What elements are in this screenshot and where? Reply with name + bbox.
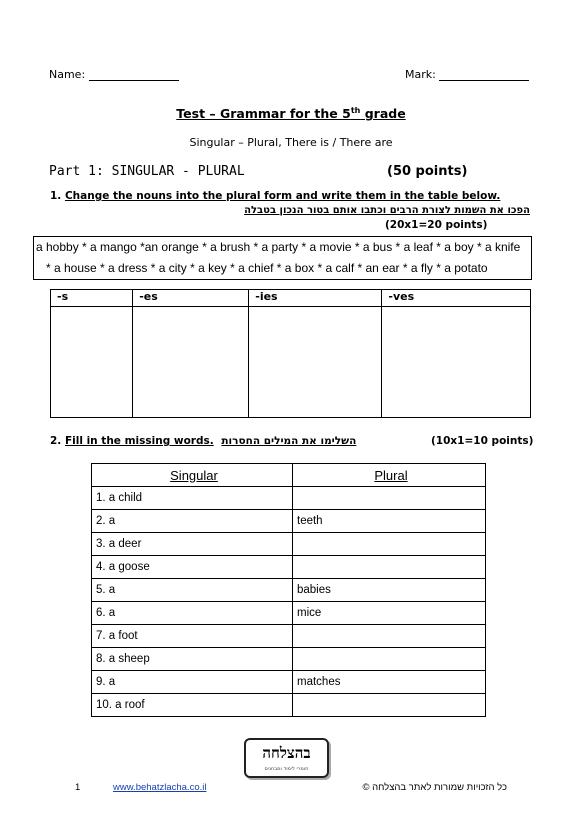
page-title xyxy=(0,106,582,121)
page-subtitle: Singular – Plural, There is / There are xyxy=(189,136,393,149)
plural-cell[interactable] xyxy=(293,648,486,671)
page-title-end: grade xyxy=(360,106,406,122)
plural-cell[interactable]: mice xyxy=(293,602,486,625)
column-header-es: -es xyxy=(133,290,249,307)
singular-cell[interactable]: 3. a deer xyxy=(92,533,293,556)
plural-endings-table xyxy=(50,289,531,418)
column-header-s: -s xyxy=(51,290,133,307)
answer-cell-es[interactable] xyxy=(133,307,249,418)
behatzlacha-logo xyxy=(244,738,329,778)
q1-instruction: Change the nouns into the plural form and write them in the table below. xyxy=(64,190,501,202)
table-row xyxy=(92,579,486,602)
singular-cell[interactable]: 9. a xyxy=(92,671,293,694)
q1-instruction-row xyxy=(50,190,500,202)
word-bank-line-1: a hobby * a mango *an orange * a brush * a party * a movie * a bus * a leaf * a boy * a knife xyxy=(36,240,521,254)
logo-tagline: חומרי לימוד ומבחנים xyxy=(264,766,309,772)
q1-points: (20x1=20 points) xyxy=(385,219,488,231)
plural-cell[interactable]: matches xyxy=(293,671,486,694)
singular-cell[interactable]: 7. a foot xyxy=(92,625,293,648)
singular-cell[interactable]: 2. a xyxy=(92,510,293,533)
table-row xyxy=(92,671,486,694)
mark-label: Mark: xyxy=(405,68,436,81)
name-blank-line xyxy=(89,69,179,81)
plural-cell[interactable] xyxy=(293,694,486,717)
singular-plural-table xyxy=(91,463,486,717)
mark-field[interactable] xyxy=(405,68,529,81)
page-title-text: Test – Grammar for the 5 xyxy=(176,106,351,122)
part1-points: (50 points) xyxy=(387,164,468,179)
page-number: 1 xyxy=(75,782,81,793)
singular-cell[interactable]: 1. a child xyxy=(92,487,293,510)
q2-instruction: Fill in the missing words. xyxy=(64,435,214,447)
plural-cell[interactable] xyxy=(293,533,486,556)
plural-cell[interactable]: babies xyxy=(293,579,486,602)
table-row xyxy=(92,625,486,648)
copyright-text: כל הזכויות שמורות לאתר בהצלחה © xyxy=(362,782,507,793)
q1-number: 1. xyxy=(50,190,62,202)
column-header-ves: -ves xyxy=(382,290,531,307)
plural-header: Plural xyxy=(293,464,486,487)
page-title-sup: th xyxy=(350,106,361,115)
singular-cell[interactable]: 5. a xyxy=(92,579,293,602)
plural-cell[interactable] xyxy=(293,487,486,510)
q2-number: 2. xyxy=(50,435,62,447)
plural-cell[interactable] xyxy=(293,556,486,579)
table-row xyxy=(92,556,486,579)
table-row xyxy=(92,648,486,671)
singular-cell[interactable]: 10. a roof xyxy=(92,694,293,717)
singular-cell[interactable]: 6. a xyxy=(92,602,293,625)
q2-points: (10x1=10 points) xyxy=(431,435,534,447)
name-label: Name: xyxy=(49,68,86,81)
answer-cell-ies[interactable] xyxy=(249,307,382,418)
name-field[interactable] xyxy=(49,68,179,81)
table-row xyxy=(92,602,486,625)
q2-instruction-row xyxy=(50,435,356,447)
singular-header: Singular xyxy=(92,464,293,487)
q2-instruction-hebrew: השלימו את המילים החסרות xyxy=(221,435,357,447)
logo-text: בהצלחה xyxy=(262,744,311,762)
table-row xyxy=(92,533,486,556)
table-row xyxy=(92,694,486,717)
answer-cell-s[interactable] xyxy=(51,307,133,418)
part1-heading: Part 1: SINGULAR - PLURAL xyxy=(49,164,245,179)
column-header-ies: -ies xyxy=(249,290,382,307)
word-bank-line-2: * a house * a dress * a city * a key * a chief * a box * a calf * an ear * a fly * a potato xyxy=(46,261,488,275)
answer-cell-ves[interactable] xyxy=(382,307,531,418)
plural-cell[interactable]: teeth xyxy=(293,510,486,533)
singular-cell[interactable]: 8. a sheep xyxy=(92,648,293,671)
mark-blank-line xyxy=(439,69,529,81)
singular-cell[interactable]: 4. a goose xyxy=(92,556,293,579)
table-row xyxy=(92,510,486,533)
plural-cell[interactable] xyxy=(293,625,486,648)
site-link[interactable]: www.behatzlacha.co.il xyxy=(113,782,207,793)
q1-instruction-hebrew: הפכו את השמות לצורת הרבים וכתבו אותם בטור הנכון בטבלה xyxy=(244,205,530,216)
word-bank xyxy=(33,236,532,280)
table-row xyxy=(92,487,486,510)
